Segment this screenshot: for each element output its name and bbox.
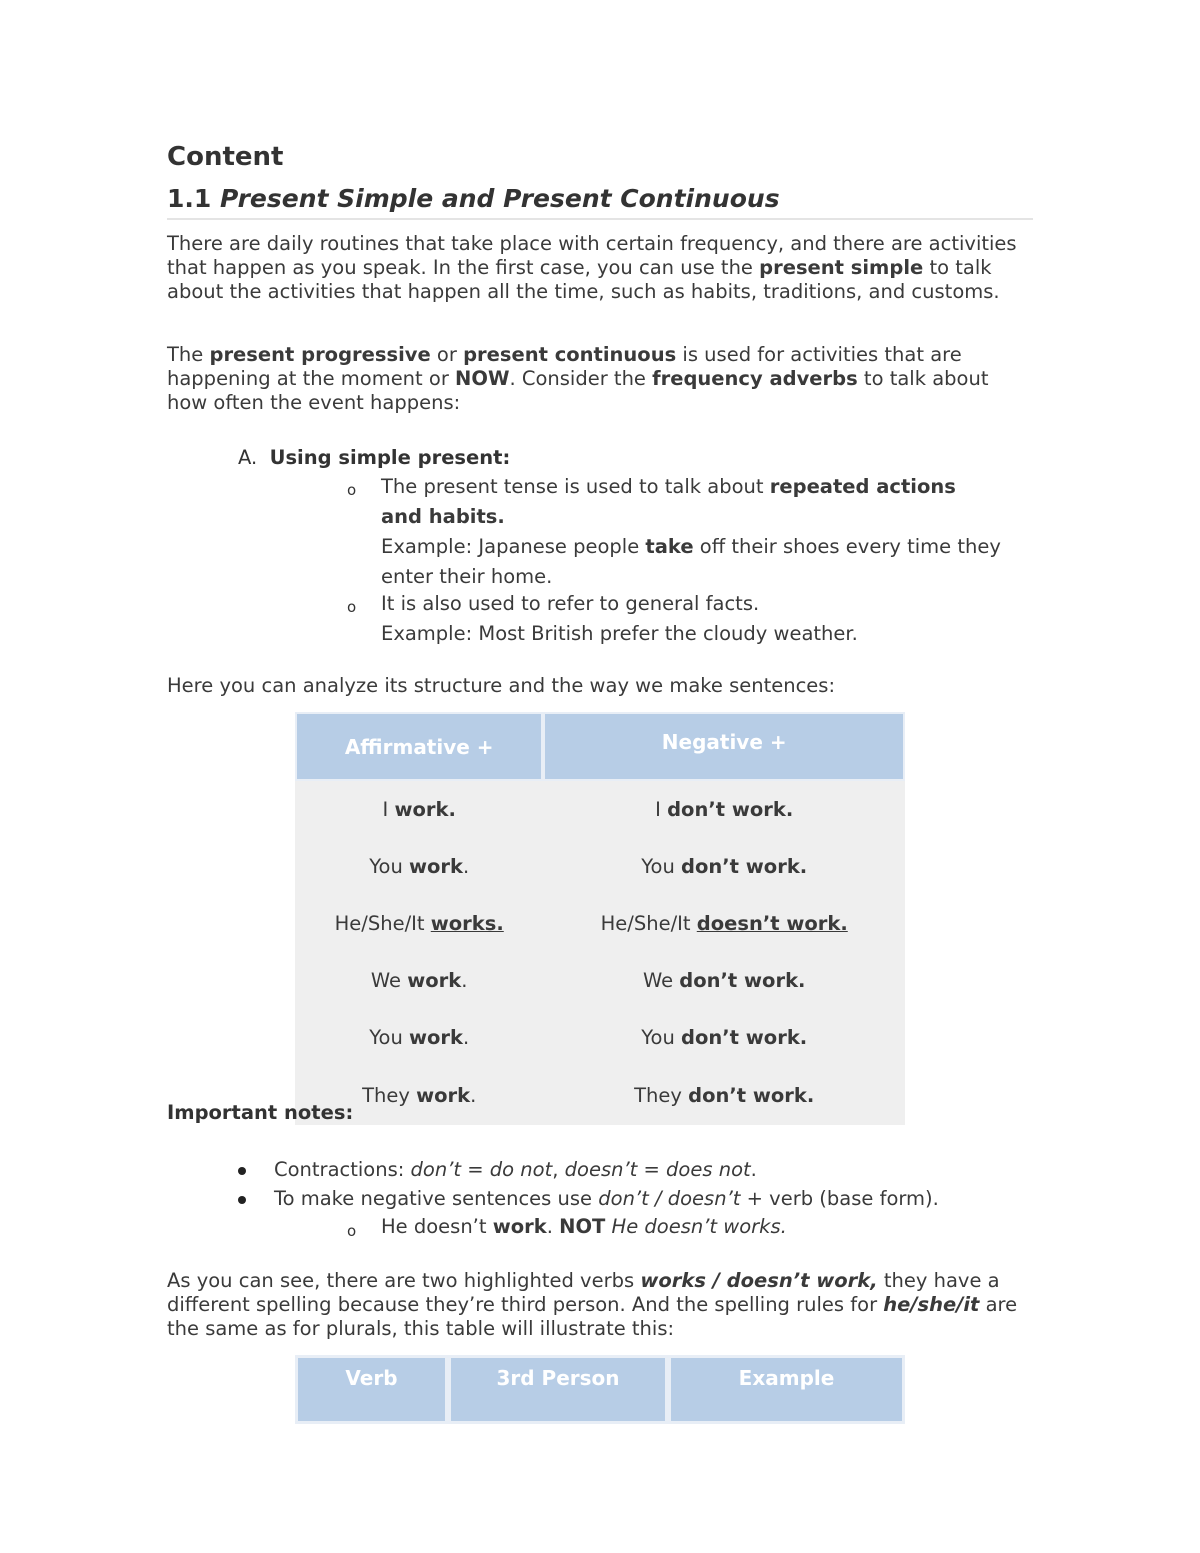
affirmative-cell: We work. bbox=[370, 969, 468, 992]
sub-item-2 bbox=[381, 589, 1001, 649]
item1-example-2: off their shoes every time they enter their home. bbox=[381, 535, 1001, 588]
sub-bullet-1: o bbox=[347, 481, 357, 499]
bullet-dot-2 bbox=[238, 1196, 246, 1204]
list-marker-a: A. bbox=[238, 446, 258, 469]
negative-cell: He/She/It doesn’t work. bbox=[600, 912, 848, 935]
note-negative: To make negative sentences use don’t / doesn’t + verb (base form). bbox=[274, 1187, 939, 1210]
item2-text: It is also used to refer to general facts. bbox=[381, 592, 760, 615]
header-affirmative: Affirmative + bbox=[295, 712, 543, 781]
table-header-row bbox=[295, 712, 905, 781]
heading-underline bbox=[167, 218, 1033, 220]
negative-cell: You don’t work. bbox=[641, 855, 808, 878]
item1-example-bold: take bbox=[645, 535, 694, 558]
table-row bbox=[295, 781, 905, 838]
spelling-table bbox=[295, 1355, 905, 1424]
affirmative-cell: They work. bbox=[362, 1084, 477, 1107]
para2-bold-1: present progressive bbox=[209, 343, 431, 366]
progressive-paragraph bbox=[167, 343, 1033, 415]
header-verb: Verb bbox=[295, 1355, 448, 1424]
section-heading bbox=[167, 184, 780, 213]
bullet-dot-1 bbox=[238, 1167, 246, 1175]
header-example: Example bbox=[668, 1355, 905, 1424]
table-row bbox=[295, 895, 905, 952]
item1-example-1: Example: Japanese people bbox=[381, 535, 640, 558]
header-3rd-person: 3rd Person bbox=[448, 1355, 668, 1424]
negative-cell: We don’t work. bbox=[642, 969, 806, 992]
intro-paragraph bbox=[167, 232, 1033, 304]
important-notes-title: Important notes: bbox=[167, 1101, 354, 1124]
para1-bold-present-simple: present simple bbox=[759, 256, 924, 279]
item1-text: The present tense is used to talk about bbox=[381, 475, 764, 498]
conjugation-table bbox=[295, 712, 905, 1125]
affirmative-cell: You work. bbox=[369, 1026, 470, 1049]
list-section-a bbox=[238, 446, 510, 469]
table-header-row bbox=[295, 1355, 905, 1424]
section-title: Present Simple and Present Continuous bbox=[220, 184, 780, 213]
sub-bullet-2: o bbox=[347, 598, 357, 616]
para2-bold-now: NOW bbox=[455, 367, 510, 390]
item1-bold: repeated actions and habits. bbox=[381, 475, 956, 528]
para2-text-4: . Consider the bbox=[509, 367, 646, 390]
spelling-paragraph: As you can see, there are two highlighted verbs works / doesn’t work, they have a different spelling because they’re third person. And the spelling rules for he/she/it are the same as for plurals, this table will illustrate this: bbox=[167, 1269, 1018, 1340]
section-number: 1.1 bbox=[167, 184, 212, 213]
para1-text-2: to talk about the activities that happen all the time, such as habits, traditions, and customs. bbox=[167, 256, 1000, 303]
para2-text-5: to talk about how often the event happens: bbox=[167, 367, 989, 414]
affirmative-cell: He/She/It works. bbox=[334, 912, 504, 935]
para2-text-1: The bbox=[167, 343, 204, 366]
negative-cell: You don’t work. bbox=[641, 1026, 808, 1049]
table-row bbox=[295, 838, 905, 895]
sub-item-1 bbox=[381, 472, 1001, 592]
sub-bullet-3: o bbox=[347, 1222, 357, 1240]
item2-example: Example: Most British prefer the cloudy weather. bbox=[381, 622, 858, 645]
header-negative: Negative + bbox=[543, 712, 905, 781]
affirmative-cell: I work. bbox=[382, 798, 456, 821]
negative-cell: They don’t work. bbox=[634, 1084, 815, 1107]
para2-text-3: is used for activities that are happening at the moment or bbox=[167, 343, 962, 390]
negative-cell: I don’t work. bbox=[655, 798, 794, 821]
table-row bbox=[295, 1066, 905, 1125]
para2-bold-adverbs: frequency adverbs bbox=[652, 367, 858, 390]
structure-intro: Here you can analyze its structure and the way we make sentences: bbox=[167, 674, 836, 697]
content-heading: Content bbox=[167, 142, 284, 172]
para2-bold-2: present continuous bbox=[463, 343, 677, 366]
note-example: He doesn’t work. NOT He doesn’t works. bbox=[381, 1215, 787, 1238]
para1-text-1: There are daily routines that take place with certain frequency, and there are activities that happen as you speak. In the first case, you can use the bbox=[167, 232, 1017, 279]
table-row bbox=[295, 1009, 905, 1066]
note-contractions: Contractions: don’t = do not, doesn’t = does not. bbox=[274, 1158, 757, 1181]
para2-text-2: or bbox=[436, 343, 457, 366]
table-row bbox=[295, 952, 905, 1009]
affirmative-cell: You work. bbox=[369, 855, 470, 878]
list-label-a: Using simple present: bbox=[269, 446, 511, 469]
